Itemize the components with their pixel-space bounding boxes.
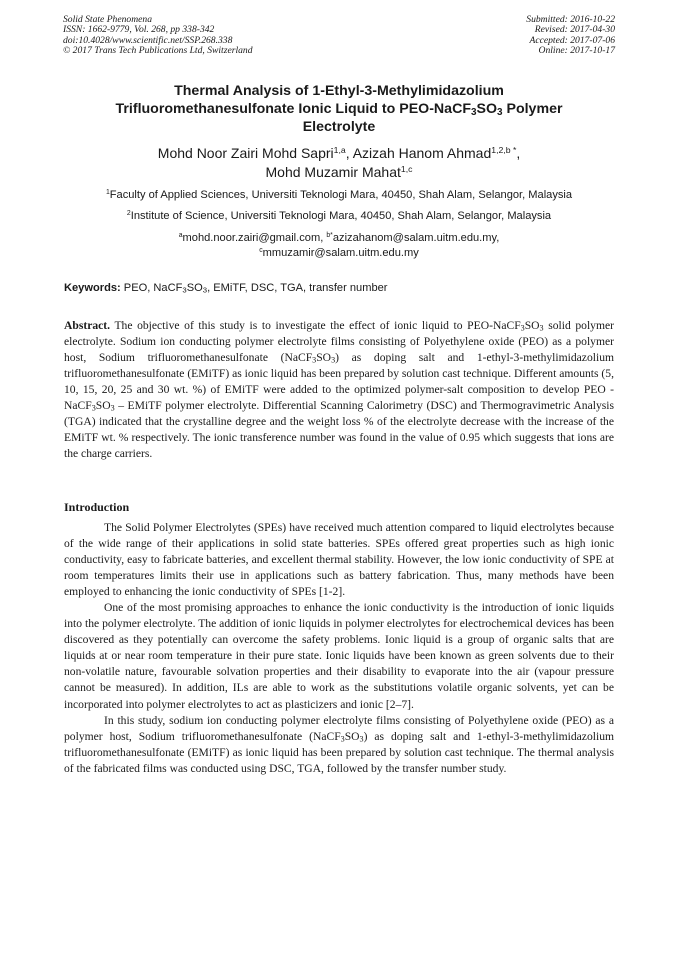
abstract-text: SO: [95, 399, 111, 413]
abstract: [64, 318, 614, 462]
subscript: 3: [359, 734, 364, 744]
affiliation-number: 1: [105, 189, 110, 197]
subscript: 3: [520, 323, 525, 333]
paragraph: One of the most promising approaches to enhance the ionic conductivity is the introduction of ionic liquids into the polymer electrolyte. The addition of ionic liquids in polymer electrolytes for electrochemical devices has been discovered as they potentially can overcome the safety problems. Ionic liquid is a group of organic salts that are liquids at or near room temperature in their pure state. Ionic liquids have been known as green solvents due to their non-volatile nature, favourable solvation properties and their disability to evaporate into the air (vapour pressure cannot be measured). In addition, ILs are able to work as the substitutions volatile organic solvents, yet can be incorporated into polymer electrolytes to act as plasticizers and ionic [2–7].: [64, 601, 614, 711]
submitted-date: Submitted: 2016-10-22: [526, 14, 615, 25]
keywords: [64, 281, 624, 295]
title-text: Polymer: [502, 101, 563, 117]
paragraph-text: SO: [344, 729, 360, 743]
section-heading-introduction: Introduction: [64, 500, 130, 514]
author-name: Mohd Muzamir Mahat: [265, 164, 401, 180]
abstract-text: ) as doping salt and 1-ethyl-3-methylimidazolium trifluoromethanesulfonate (EMiTF) as ionic liquid has been prepared by solution cast technique. Different amounts (5, 10, 15, 20, 25 and 30 wt. %) of EMiTF were added to the optimized polymer-salt composition to develop PEO - NaCF: [64, 351, 615, 413]
paragraph: The Solid Polymer Electrolytes (SPEs) have received much attention compared to liquid electrolytes because of the wide range of their applications in solid state batteries. SPEs offered great properties such as high ionic conductivity, easy to fabricate batteries, and excellent thermal stability. However, the low ionic conductivity of SPE at room temperatures limits their use in applications such as battery fabrication. Thus, many methods have been employed to enhancing the ionic conductivity of SPEs [1-2].: [64, 521, 614, 599]
paragraph-text: ) as doping salt and 1-ethyl-3-methylimidazolium trifluoromethanesulfonate (EMiTF) as ionic liquid has been prepared by solution cast technique. The thermal analysis of the fabricated films was conducted using DSC, TGA, followed by the transfer number study.: [64, 729, 615, 775]
subscript: 3: [470, 106, 477, 118]
paragraph: [64, 713, 614, 777]
title-line-1: Thermal Analysis of 1-Ethyl-3-Methylimidazolium: [174, 83, 504, 99]
paragraph-text: In this study, sodium ion conducting polymer electrolyte films consisting of Polyethylene oxide (PEO) as a polymer host, Sodium trifluoromethanesulfonate (NaCF: [64, 713, 614, 743]
subscript: 3: [331, 355, 336, 365]
abstract-text: – EMiTF polymer electrolyte. Differential Scanning Calorimetry (DSC) and Thermogravimetric Analysis (TGA) indicated that the crystalline degree and the weight loss % of the electrolyte decrease with the increase of the EMiTF wt. % respectively. The ionic transference number was found in the value of 0.95 which suggests that ions are the charge carriers.: [64, 399, 614, 461]
abstract-text: SO: [316, 351, 332, 365]
email-mark: a: [178, 232, 183, 240]
affiliation-1: [40, 188, 638, 202]
subscript: 3: [539, 323, 544, 333]
issn: ISSN: 1662-9779, Vol. 268, pp 338-342: [63, 24, 215, 36]
email-mark: b*: [326, 232, 333, 240]
title-text: Trifluoromethanesulfonate Ionic Liquid to PEO-NaCF: [115, 101, 471, 117]
abstract-text: SO: [524, 319, 540, 332]
keywords-text: , EMiTF, DSC, TGA, transfer number: [207, 282, 388, 294]
author-list: [60, 144, 618, 182]
subscript: 3: [312, 355, 317, 365]
copyright: © 2017 Trans Tech Publications Ltd, Switzerland: [63, 45, 253, 57]
affiliation-text: Institute of Science, Universiti Teknologi Mara, 40450, Shah Alam, Selangor, Malaysia: [130, 210, 552, 222]
author-affiliation-mark: 1,c: [400, 164, 413, 175]
title-line-3: Electrolyte: [302, 119, 376, 135]
affiliation-text: Faculty of Applied Sciences, Universiti Teknologi Mara, 40450, Shah Alam, Selangor, Malaysia: [109, 189, 573, 201]
submission-dates: [526, 15, 615, 57]
subscript: 3: [182, 285, 187, 295]
emails-line-2: [60, 246, 618, 261]
abstract-text: The objective of this study is to investigate the effect of ionic liquid to PEO-NaCF: [110, 319, 521, 332]
revised-date: Revised: 2017-04-30: [534, 24, 615, 36]
keywords-text: PEO, NaCF: [120, 282, 183, 294]
journal-name: Solid State Phenomena: [63, 14, 152, 25]
author-name: Azizah Hanom Ahmad: [352, 145, 492, 161]
affiliation-number: 2: [126, 210, 131, 218]
online-date: Online: 2017-10-17: [538, 45, 615, 57]
subscript: 3: [497, 106, 503, 118]
abstract-text: solid polymer electrolyte. Sodium ion conducting polymer electrolyte films consisting of Polyethylene oxide (PEO) as a polymer host, Sodium trifluoromethanesulfonate (NaCF: [64, 319, 615, 365]
accepted-date: Accepted: 2017-07-06: [529, 34, 615, 46]
email-link[interactable]: mohd.noor.zairi@gmail.com,: [182, 232, 327, 244]
abstract-label: Abstract.: [64, 319, 111, 332]
email-link[interactable]: mmuzamir@salam.uitm.edu.my: [262, 246, 419, 259]
affiliation-2: [40, 209, 638, 223]
doi[interactable]: doi:10.4028/www.scientific.net/SSP.268.338: [63, 34, 233, 46]
emails-line-1: [60, 231, 618, 246]
email-link[interactable]: azizahanom@salam.uitm.edu.my,: [332, 232, 500, 244]
paper-title: [60, 82, 618, 136]
subscript: 3: [340, 734, 345, 744]
authors-line-2: [60, 163, 618, 182]
author-name: Mohd Noor Zairi Mohd Sapri: [157, 145, 334, 161]
keywords-label: Keywords:: [64, 282, 121, 294]
subscript: 3: [202, 285, 208, 295]
title-text: SO: [476, 101, 498, 117]
subscript: 3: [110, 403, 115, 413]
authors-line-1: [60, 144, 618, 163]
subscript: 3: [91, 403, 96, 413]
journal-info: [63, 15, 253, 57]
keywords-text: SO: [186, 282, 203, 294]
title-line-2: [60, 100, 618, 118]
author-affiliation-mark: 1,2,b *: [491, 145, 517, 156]
author-emails: [60, 231, 618, 260]
author-affiliation-mark: 1,a: [333, 145, 346, 156]
email-mark: c: [259, 246, 263, 254]
separator: ,: [516, 145, 521, 161]
separator: ,: [345, 145, 353, 161]
introduction-body: [64, 520, 614, 777]
